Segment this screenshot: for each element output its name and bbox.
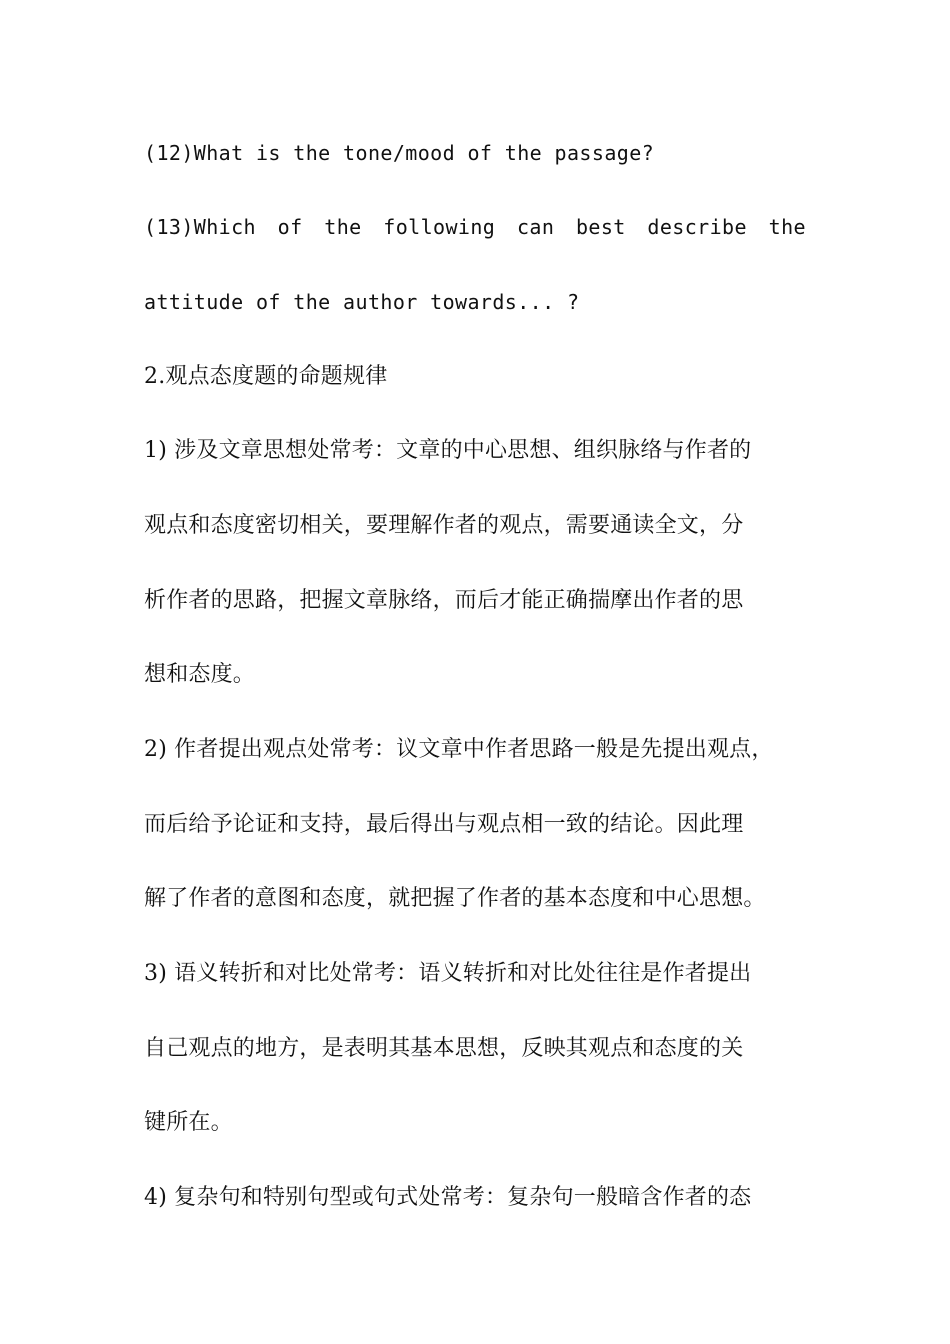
question-13-line-2: attitude of the author towards... ?: [144, 290, 580, 314]
paragraph-3-line-1: 3) 语义转折和对比处常考：语义转折和对比处往往是作者提出: [144, 961, 752, 986]
paragraph-2-line-2: 而后给予论证和支持，最后得出与观点相一致的结论。因此理: [144, 812, 744, 837]
paragraph-1-line-3: 析作者的思路，把握文章脉络，而后才能正确揣摩出作者的思: [144, 588, 744, 613]
section-heading: 2.观点态度题的命题规律: [144, 364, 388, 389]
paragraph-4-line-1: 4) 复杂句和特别句型或句式处常考：复杂句一般暗含作者的态: [144, 1185, 752, 1210]
paragraph-3-line-3: 键所在。: [144, 1110, 233, 1135]
q13-word: of: [277, 215, 303, 239]
paragraph-2-line-1: 2) 作者提出观点处常考：议文章中作者思路一般是先提出观点，: [144, 737, 774, 762]
q13-word: following: [383, 215, 496, 239]
q13-word: (13)Which: [144, 215, 256, 239]
q13-word: the: [768, 215, 806, 239]
question-13-line-1: [144, 212, 806, 242]
paragraph-3-line-2: 自己观点的地方，是表明其基本思想，反映其观点和态度的关: [144, 1036, 744, 1061]
q13-word: describe: [647, 215, 747, 239]
paragraph-1-line-1: 1) 涉及文章思想处常考：文章的中心思想、组织脉络与作者的: [144, 438, 752, 463]
q13-word: best: [575, 215, 626, 239]
paragraph-1-line-4: 想和态度。: [144, 662, 256, 687]
paragraph-1-line-2: 观点和态度密切相关，要理解作者的观点，需要通读全文，分: [144, 513, 744, 538]
q13-word: the: [324, 215, 362, 239]
question-12: (12)What is the tone/mood of the passage?: [144, 141, 655, 165]
q13-word: can: [516, 215, 555, 239]
paragraph-2-line-3: 解了作者的意图和态度，就把握了作者的基本态度和中心思想。: [144, 886, 766, 911]
